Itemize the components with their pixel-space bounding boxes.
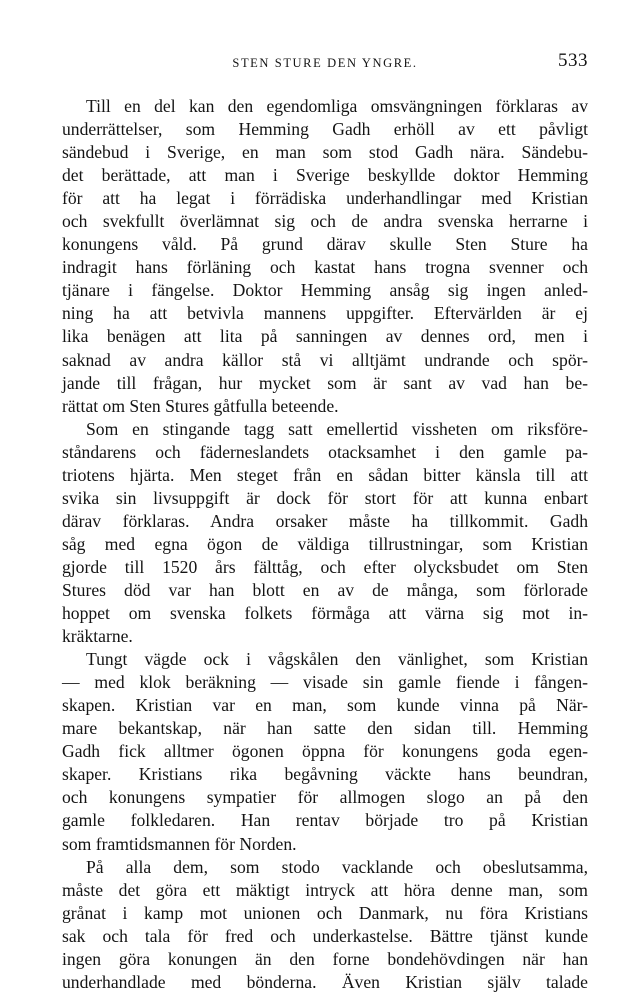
text-line: ingen göra konungen än den forne bondehövdingen när han — [62, 948, 588, 969]
text-line: skapen. Kristian var en man, som kunde vinna på När- — [62, 695, 588, 716]
text-line: underrättelser, som Hemming Gadh erhöll av ett påvligt — [62, 119, 588, 140]
text-line: ning ha att betvivla mannens uppgifter. Eftervärlden är ej — [62, 303, 588, 324]
text-line: mare bekantskap, när han satte den sidan till. Hemming — [62, 718, 588, 739]
text-line: sak och tala för fred och underkastelse. Bättre tjänst kunde — [62, 925, 588, 946]
text-line: — med klok beräkning — visade sin gamle fiende i fången- — [62, 672, 588, 693]
text-line: gjorde till 1520 års fälttåg, och efter olycksbudet om Sten — [62, 556, 588, 577]
page-number: 533 — [558, 50, 588, 71]
text-line: det berättade, att man i Sverige beskyllde doktor Hemming — [62, 165, 588, 186]
text-line: för att ha legat i förrädiska underhandlingar med Kristian — [62, 188, 588, 209]
running-head — [62, 50, 588, 72]
text-line: såg med egna ögon de väldiga tillrustningar, som Kristian — [62, 533, 588, 554]
text-line: ståndarens och fäderneslandets otacksamhet i den gamle pa- — [62, 441, 588, 462]
text-line: och svekfullt överlämnat sig och de andra svenska herrarne i — [62, 211, 588, 232]
text-line: sändebud i Sverige, en man som stod Gadh nära. Sändebu- — [62, 142, 588, 163]
text-line: måste det göra ett mäktigt intryck att höra denne man, som — [62, 879, 588, 900]
body-text — [62, 95, 588, 994]
running-title: STEN STURE DEN YNGRE. — [232, 56, 418, 70]
text-line: därav förklaras. Andra orsaker måste ha tillkommit. Gadh — [62, 510, 588, 531]
text-line: Gadh fick alltmer ögonen öppna för konungens goda egen- — [62, 741, 588, 762]
text-line: kräktarne. — [62, 626, 133, 647]
text-line: Som en stingande tagg satt emellertid vissheten om riksföre- — [86, 418, 588, 439]
text-line: skaper. Kristians rika begåvning väckte hans beundran, — [62, 764, 588, 785]
text-line: tjänare i fängelse. Doktor Hemming ansåg sig ingen anled- — [62, 280, 588, 301]
text-line: grånat i kamp mot unionen och Danmark, nu föra Kristians — [62, 902, 588, 923]
text-line: och konungens sympatier för allmogen slogo an på den — [62, 787, 588, 808]
text-line: indragit hans förläning och kastat hans trogna svenner och — [62, 257, 588, 278]
text-line: hoppet om svenska folkets förmåga att värna sig mot in- — [62, 603, 588, 624]
text-line: lika benägen att lita på sanningen av dennes ord, men i — [62, 326, 588, 347]
text-line: Till en del kan den egendomliga omsvängningen förklaras av — [86, 96, 588, 116]
text-line: som framtidsmannen för Norden. — [62, 833, 297, 854]
text-line: gamle folkledaren. Han rentav började tro på Kristian — [62, 810, 588, 831]
text-line: På alla dem, som stodo vacklande och obeslutsamma, — [86, 856, 588, 877]
text-line: Tungt vägde ock i vågskålen den vänlighet, som Kristian — [86, 649, 588, 670]
text-line: triotens hjärta. Men steget från en sådan bitter känsla till att — [62, 464, 588, 485]
text-line: rättat om Sten Stures gåtfulla beteende. — [62, 395, 339, 416]
text-line: jande till frågan, hur mycket som är sant av vad han be- — [62, 372, 588, 393]
text-line: saknad av andra källor stå vi alltjämt undrande och spör- — [62, 349, 588, 370]
text-line: underhandlade med bönderna. Även Kristian själv talade — [62, 971, 588, 992]
text-line: konungens våld. På grund därav skulle Sten Sture ha — [62, 234, 588, 255]
text-line: Stures död var han blott en av de många, som förlorade — [62, 579, 588, 600]
text-line: svika sin livsuppgift är dock för stort för att kunna enbart — [62, 487, 588, 508]
